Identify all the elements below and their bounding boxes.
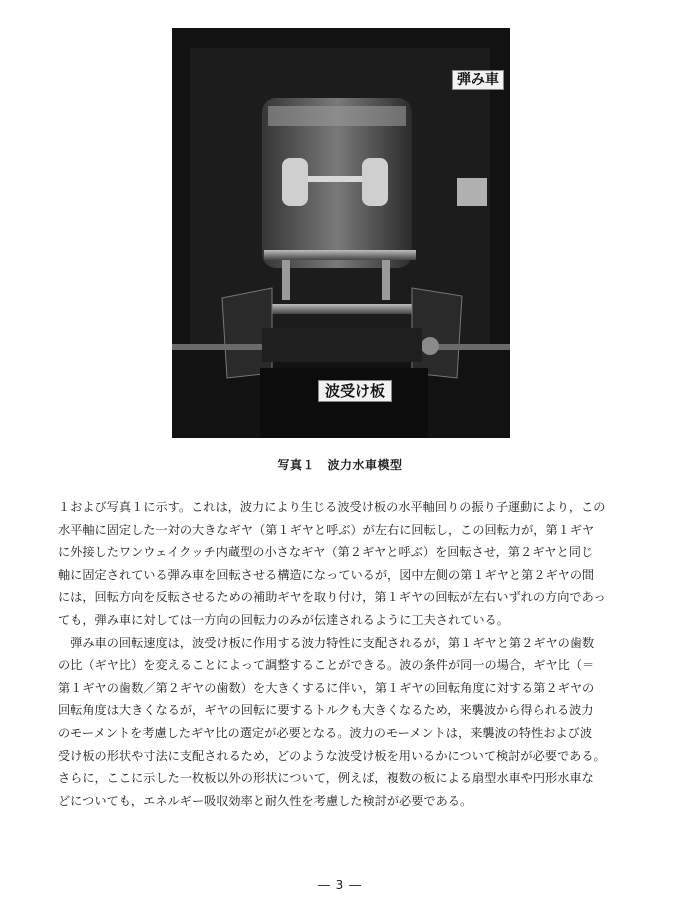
page-number: ― 3 ― (317, 878, 363, 892)
text-line: には，回転方向を反転させるための補助ギヤを取り付け，第１ギヤの回転が左右いずれの方向であっ (58, 590, 606, 605)
text-line: のモーメントを考慮したギヤ比の選定が必要となる。波力のモーメントは，来襲波の特性および波 (58, 725, 593, 740)
wave-turbine-model-photo (172, 28, 510, 438)
photo-caption: 写真１ 波力水車模型 (277, 458, 403, 472)
text-line: 軸に固定されている弾み車を回転させる構造になっているが，図中左側の第１ギヤと第２ギヤの間 (58, 567, 595, 582)
text-line: ても，弾み車に対しては一方向の回転力のみが伝達されるように工夫されている。 (58, 612, 509, 627)
text-line: さらに，ここに示した一枚板以外の形状について，例えば，複数の板による扇型水車や円形水車な (58, 771, 594, 786)
text-line: 弾み車の回転速度は，波受け板に作用する波力特性に支配されるが，第１ギヤと第２ギヤの歯数 (58, 635, 595, 650)
flywheel-label: 弾み車 (452, 70, 504, 90)
text-line: 回転角度は大きくなるが，ギヤの回転に要するトルクも大きくなるため，来襲波から得られる波力 (58, 703, 594, 718)
text-line: に外接したワンウェイクッチ内蔵型の小さなギヤ（第２ギヤと呼ぶ）を回転させ，第２ギヤと同じ (58, 545, 594, 560)
wave-plate-label: 波受け板 (318, 380, 392, 402)
text-line: １および写真１に示す。これは，波力により生じる波受け板の水平軸回りの振り子運動により，この (58, 500, 606, 514)
text-line: 水平軸に固定した一対の大きなギヤ（第１ギヤと呼ぶ）が左右に回転し，この回転力が，第１ギヤ (58, 522, 595, 537)
text-line: 第１ギヤの歯数／第２ギヤの歯数）を大きくするに伴い，第１ギヤの回転角度に対する第２ギヤの (58, 680, 595, 695)
text-line: どについても，エネルギー吸収効率と耐久性を考慮した検討が必要である。 (58, 793, 473, 808)
text-line: 受け板の形状や寸法に支配されるため，どのような波受け板を用いるかについて検討が必要である。 (58, 748, 606, 763)
text-line: の比（ギヤ比）を変えることによって調整することができる。波の条件が同一の場合，ギヤ比（＝ (58, 658, 595, 673)
body-paragraph (58, 496, 638, 812)
